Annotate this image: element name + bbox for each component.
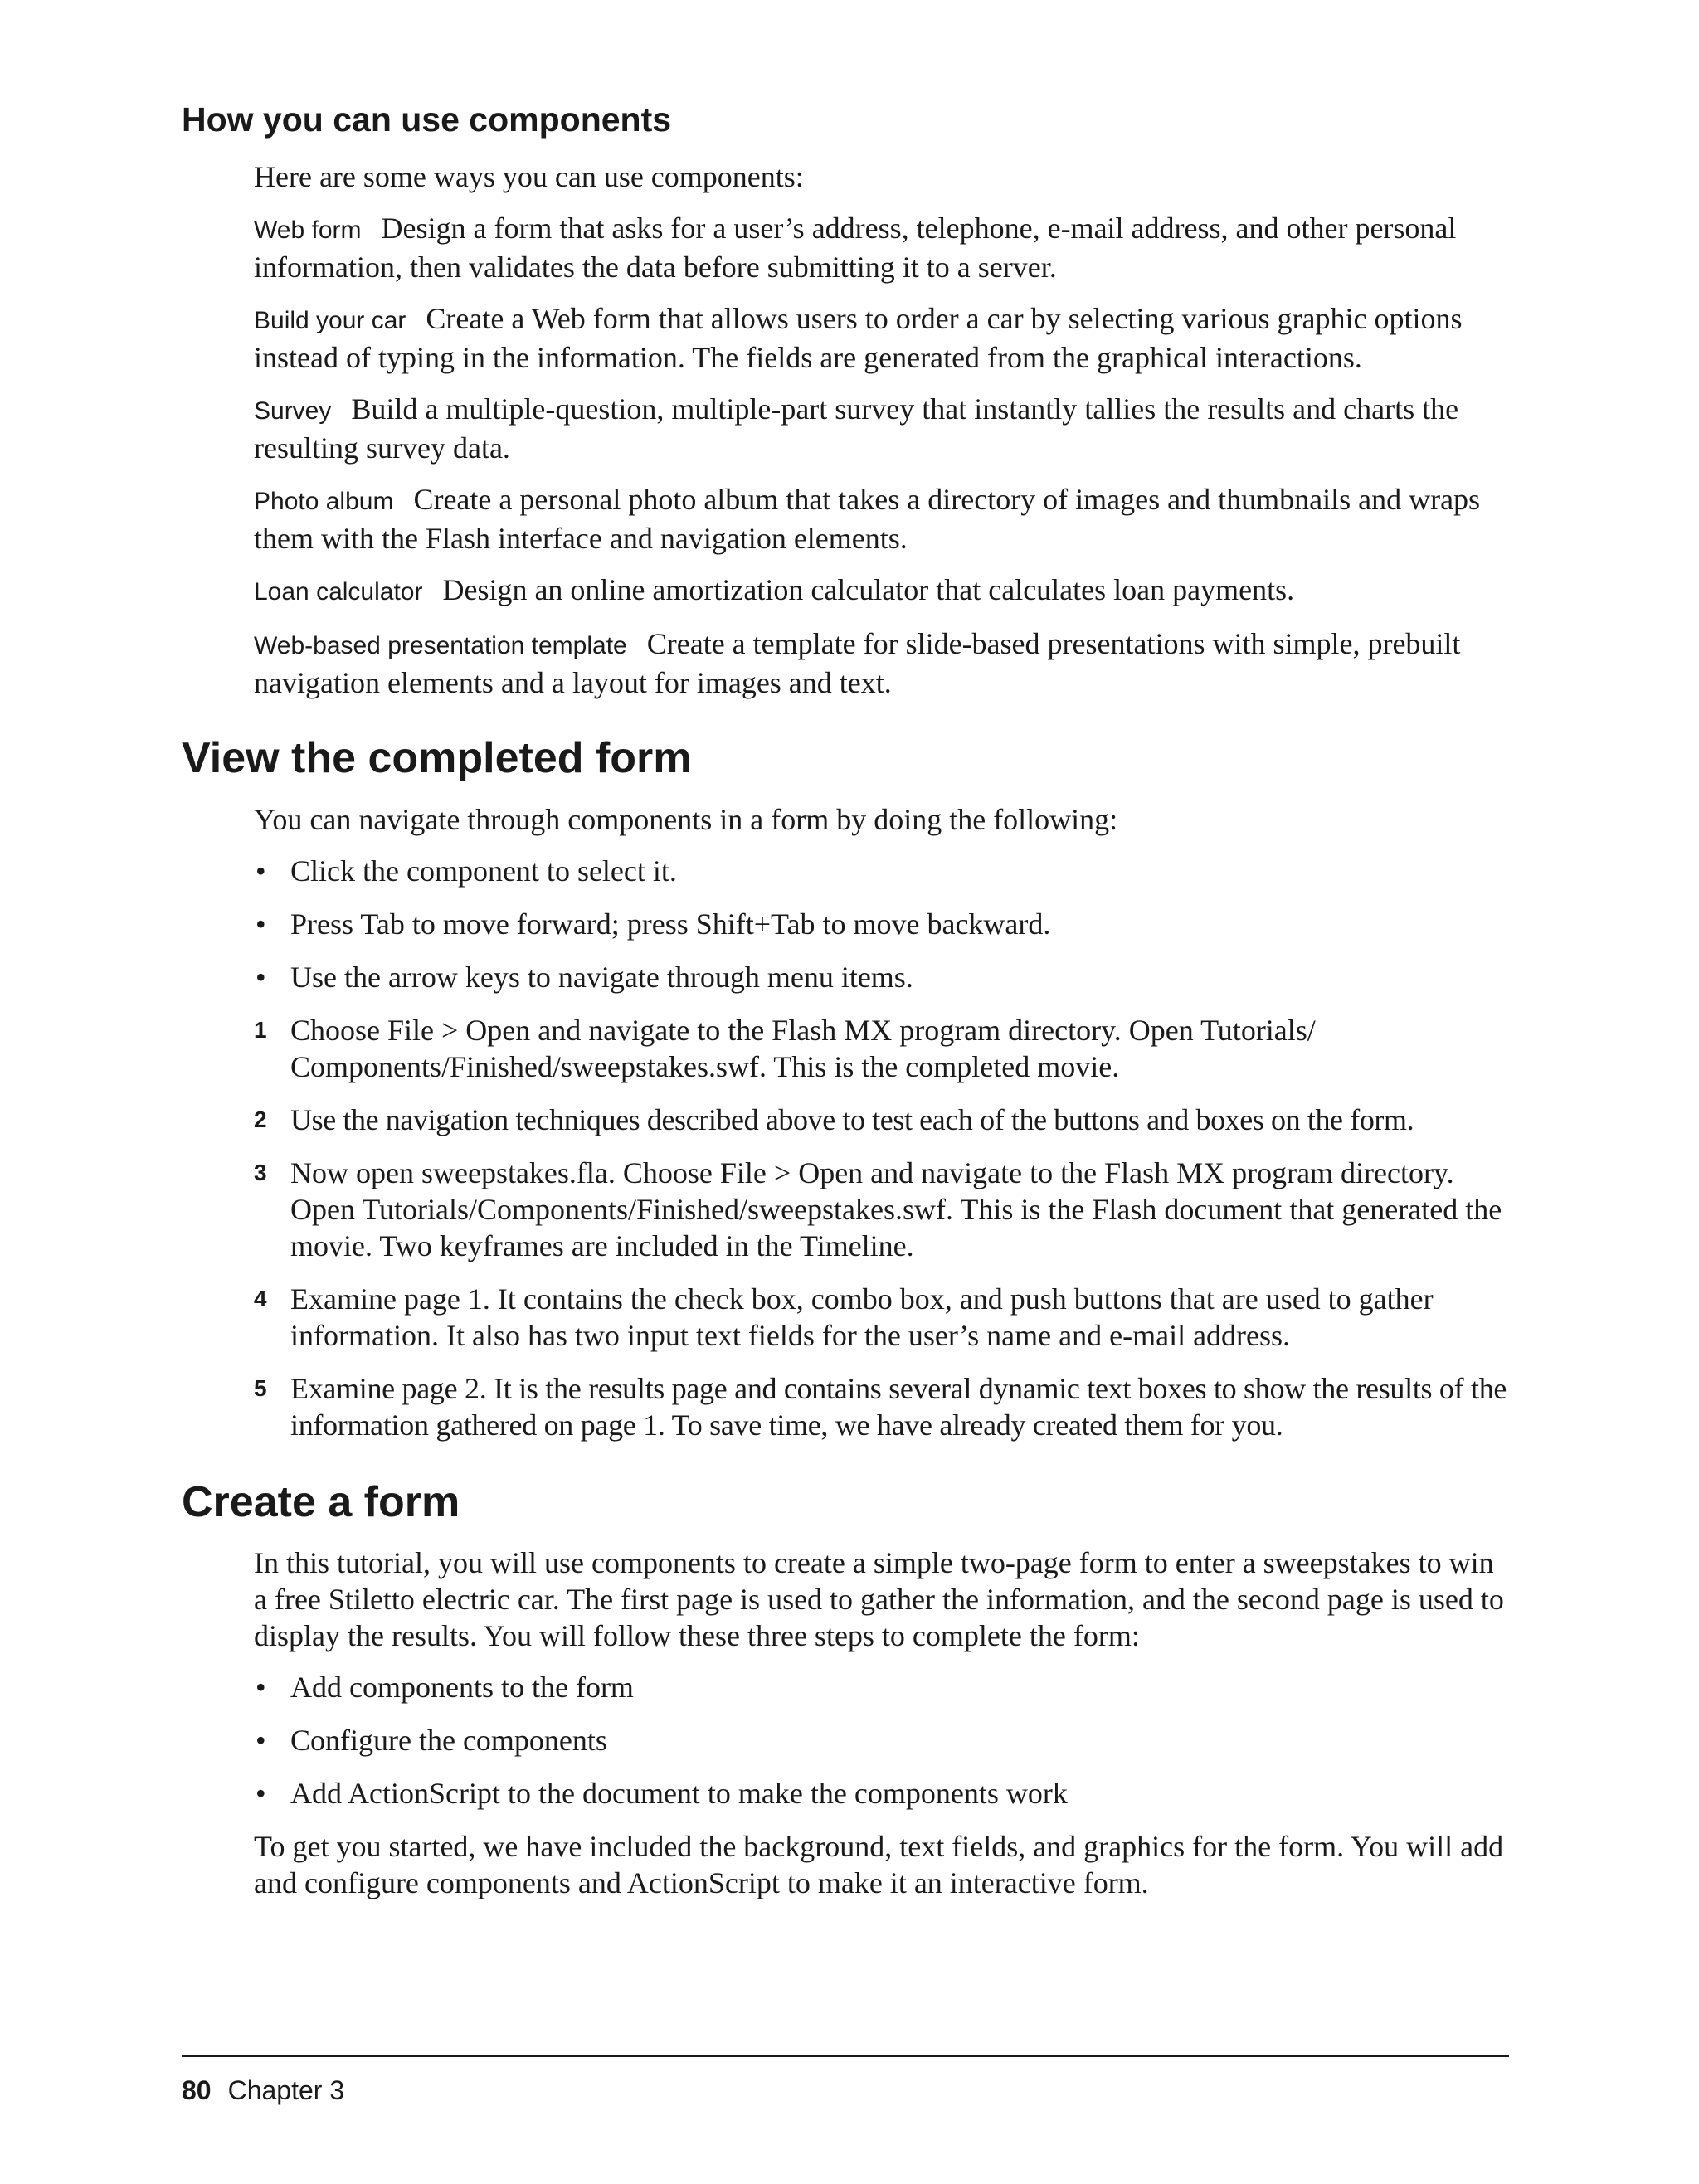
step-text: Choose File > Open and navigate to the Flash MX program directory. Open Tutorials/ Components/Finished/sweepstakes.swf. This is the completed movie.: [290, 1013, 1316, 1083]
chapter-label: Chapter 3: [227, 2075, 345, 2105]
step-number: 5: [254, 1374, 267, 1401]
use-text: Create a template for slide-based presentations with simple, prebuilt navigation elements and a layout for images and text.: [254, 627, 1461, 700]
list-item: [254, 959, 1508, 995]
use-term: Photo album: [254, 488, 394, 516]
step-text: Now open sweepstakes.fla. Choose File > Open and navigate to the Flash MX program directory. Open Tutorials/Components/Finished/sweepstakes.swf. This is the Flash document that generated the movie. Two keyframes are included in the Timeline.: [290, 1155, 1502, 1262]
bullet-text: Add components to the form: [290, 1670, 634, 1704]
heading-view-the-completed-form: View the completed form: [182, 734, 692, 783]
heading-how-you-can-use-components: How you can use components: [182, 100, 672, 139]
bullet-text: Use the arrow keys to navigate through menu items.: [290, 960, 913, 994]
view-intro: You can navigate through components in a form by doing the following:: [254, 802, 1118, 836]
create-intro: In this tutorial, you will use components to create a simple two-page form to enter a sweepstakes to win a free Stiletto electric car. The first page is used to gather the information, and the second page is used to display the results. You will follow these three steps to complete the form:: [254, 1545, 1504, 1652]
page-footer: [182, 2055, 1509, 2106]
use-item: [254, 481, 1508, 557]
use-text: Design an online amortization calculator that calculates loan payments.: [442, 573, 1295, 607]
step-text: Examine page 2. It is the results page and contains several dynamic text boxes to show the results of the information gathered on page 1. To save time, we have already created them for you.: [290, 1371, 1507, 1442]
list-item: [254, 1775, 1508, 1812]
footer-rule: [182, 2055, 1509, 2057]
section-gap: [182, 1460, 1509, 1476]
view-steps-list: [254, 1012, 1508, 1443]
use-item: [254, 210, 1508, 285]
use-text: Create a Web form that allows users to order a car by selecting various graphic options instead of typing in the information. The fields are generated from the graphical interactions.: [254, 302, 1463, 375]
use-text: Build a multiple-question, multiple-part survey that instantly tallies the results and charts the resulting survey data.: [254, 392, 1459, 465]
create-bullet-list: [254, 1669, 1508, 1812]
step-number: 1: [254, 1016, 267, 1043]
create-body: [254, 1544, 1508, 1901]
section-gap: [182, 716, 1509, 732]
bullet-text: Click the component to select it.: [290, 854, 677, 888]
step-text: Use the navigation techniques described above to test each of the buttons and boxes on the form.: [290, 1102, 1414, 1136]
bullet-text: Configure the components: [290, 1723, 607, 1757]
step-item: [254, 1012, 1508, 1085]
heading-create-a-form: Create a form: [182, 1477, 460, 1526]
bullet-icon: •: [256, 960, 266, 994]
bullet-text: Add ActionScript to the document to make the components work: [290, 1776, 1068, 1810]
uses-intro: Here are some ways you can use components:: [254, 160, 804, 194]
view-bullet-list: [254, 853, 1508, 995]
bullet-icon: •: [256, 1776, 266, 1810]
step-text: Examine page 1. It contains the check box, combo box, and push buttons that are used to gather information. It also has two input text fields for the user’s name and e-mail address.: [290, 1282, 1434, 1352]
use-item: [254, 391, 1508, 466]
use-term: Build your car: [254, 307, 406, 335]
step-number: 3: [254, 1159, 267, 1185]
bullet-icon: •: [256, 907, 266, 941]
step-item: [254, 1370, 1508, 1443]
use-text: Create a personal photo album that takes a directory of images and thumbnails and wraps them with the Flash interface and navigation elements.: [254, 483, 1481, 556]
step-item: [254, 1281, 1508, 1354]
step-item: [254, 1155, 1508, 1264]
list-item: [254, 853, 1508, 889]
use-term: Web-based presentation template: [254, 632, 627, 660]
bullet-icon: •: [256, 854, 266, 888]
step-item: [254, 1102, 1508, 1138]
uses-body: [254, 158, 1508, 701]
view-body: [254, 801, 1508, 1443]
step-number: 4: [254, 1285, 267, 1311]
page-content: [182, 100, 1509, 1916]
use-item: [254, 300, 1508, 376]
create-outro: To get you started, we have included the background, text fields, and graphics for the form. You will add and configure components and ActionScript to make it an interactive form.: [254, 1829, 1504, 1899]
list-item: [254, 1722, 1508, 1758]
use-term: Survey: [254, 397, 332, 426]
list-item: [254, 906, 1508, 942]
bullet-icon: •: [256, 1723, 266, 1757]
use-item: [254, 625, 1508, 701]
step-number: 2: [254, 1106, 267, 1132]
page-number: 80: [182, 2075, 212, 2105]
use-term: Loan calculator: [254, 578, 423, 606]
bullet-text: Press Tab to move forward; press Shift+Tab to move backward.: [290, 907, 1051, 941]
use-text: Design a form that asks for a user’s address, telephone, e-mail address, and other personal information, then validates the data before submitting it to a server.: [254, 212, 1457, 285]
use-item: [254, 572, 1508, 610]
bullet-icon: •: [256, 1670, 266, 1704]
footer-text: [182, 2075, 1509, 2106]
use-term: Web form: [254, 216, 362, 245]
list-item: [254, 1669, 1508, 1705]
